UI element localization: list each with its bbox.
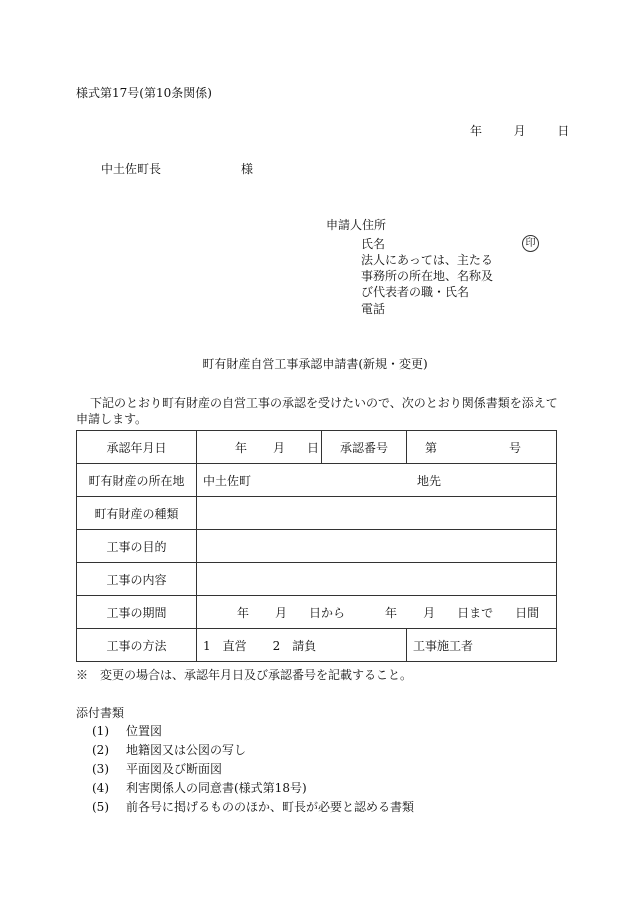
intro-line-2: 申請します。 xyxy=(76,412,148,426)
property-location-suffix: 地先 xyxy=(417,473,442,488)
approval-year: 年 xyxy=(235,440,248,455)
table-row xyxy=(77,563,557,596)
date-day: 日 xyxy=(557,124,570,138)
table-row xyxy=(77,596,557,629)
date-month: 月 xyxy=(513,124,526,138)
date-line xyxy=(470,124,569,138)
work-content-label: 工事の内容 xyxy=(77,563,197,596)
property-location-town: 中土佐町 xyxy=(203,473,252,488)
form-number: 様式第17号(第10条関係) xyxy=(76,86,212,100)
attachment-text: 地籍図又は公図の写し xyxy=(126,743,247,757)
period-month-2: 月 xyxy=(423,605,436,620)
approval-day: 日 xyxy=(307,440,320,455)
table-row xyxy=(77,629,557,662)
approval-date-field[interactable] xyxy=(197,431,322,464)
table-row xyxy=(77,464,557,497)
work-purpose-field[interactable] xyxy=(197,530,557,563)
attachments-heading: 添付書類 xyxy=(76,706,125,720)
period-month-1: 月 xyxy=(275,605,288,620)
list-item xyxy=(92,743,246,757)
attachment-number: (3) xyxy=(92,762,109,776)
contractor-label: 工事施工者 xyxy=(413,638,474,653)
contractor-field[interactable] xyxy=(407,629,557,662)
list-item xyxy=(92,724,162,738)
period-from: 日から xyxy=(309,605,346,620)
document-title: 町有財産自営工事承認申請書(新規・変更) xyxy=(202,357,428,371)
list-item xyxy=(92,800,414,814)
period-year-2: 年 xyxy=(385,605,398,620)
attachment-number: (5) xyxy=(92,800,109,814)
period-until: 日まで xyxy=(457,605,494,620)
attachment-text: 前各号に掲げるもののほか、町長が必要と認める書類 xyxy=(126,800,415,814)
applicant-address-label: 申請人住所 xyxy=(326,218,387,232)
seal-mark: 印 xyxy=(522,235,539,252)
property-type-label: 町有財産の種類 xyxy=(77,497,197,530)
addressee-honorific: 様 xyxy=(241,162,254,176)
work-purpose-label: 工事の目的 xyxy=(77,530,197,563)
list-item xyxy=(92,781,307,795)
work-period-field[interactable] xyxy=(197,596,557,629)
approval-month: 月 xyxy=(273,440,286,455)
attachment-text: 平面図及び断面図 xyxy=(126,762,223,776)
applicant-name-label: 氏名 xyxy=(361,237,386,251)
application-table xyxy=(76,430,557,662)
attachment-number: (4) xyxy=(92,781,109,795)
work-method-label: 工事の方法 xyxy=(77,629,197,662)
method-option-direct: 1 直営 xyxy=(203,638,247,653)
method-option-contract: 2 請負 xyxy=(272,638,317,653)
period-year-1: 年 xyxy=(237,605,250,620)
property-type-field[interactable] xyxy=(197,497,557,530)
period-days: 日間 xyxy=(515,605,540,620)
attachment-text: 利害関係人の同意書(様式第18号) xyxy=(126,781,307,795)
approval-number-field[interactable] xyxy=(407,431,557,464)
attachment-number: (1) xyxy=(92,724,109,738)
addressee-name: 中土佐町長 xyxy=(101,162,162,176)
property-location-field[interactable] xyxy=(197,464,557,497)
corp-note-line-2: 事務所の所在地、名称及 xyxy=(361,269,494,283)
work-period-label: 工事の期間 xyxy=(77,596,197,629)
work-content-field[interactable] xyxy=(197,563,557,596)
property-location-label: 町有財産の所在地 xyxy=(77,464,197,497)
table-row xyxy=(77,431,557,464)
attachment-number: (2) xyxy=(92,743,109,757)
list-item xyxy=(92,762,222,776)
work-method-field[interactable] xyxy=(197,629,407,662)
approval-number-dai: 第 xyxy=(425,440,438,455)
corp-note-line-3: び代表者の職・氏名 xyxy=(361,285,470,299)
attachment-text: 位置図 xyxy=(126,724,163,738)
date-year: 年 xyxy=(470,124,483,138)
change-note: ※ 変更の場合は、承認年月日及び承認番号を記載すること。 xyxy=(76,668,413,682)
table-row xyxy=(77,530,557,563)
corp-note-line-1: 法人にあっては、主たる xyxy=(361,253,493,267)
approval-date-label: 承認年月日 xyxy=(77,431,197,464)
intro-line-1: 下記のとおり町有財産の自営工事の承認を受けたいので、次のとおり関係書類を添えて xyxy=(90,396,558,410)
approval-number-label: 承認番号 xyxy=(322,431,407,464)
table-row xyxy=(77,497,557,530)
applicant-phone-label: 電話 xyxy=(361,302,386,316)
approval-number-go: 号 xyxy=(509,440,522,455)
